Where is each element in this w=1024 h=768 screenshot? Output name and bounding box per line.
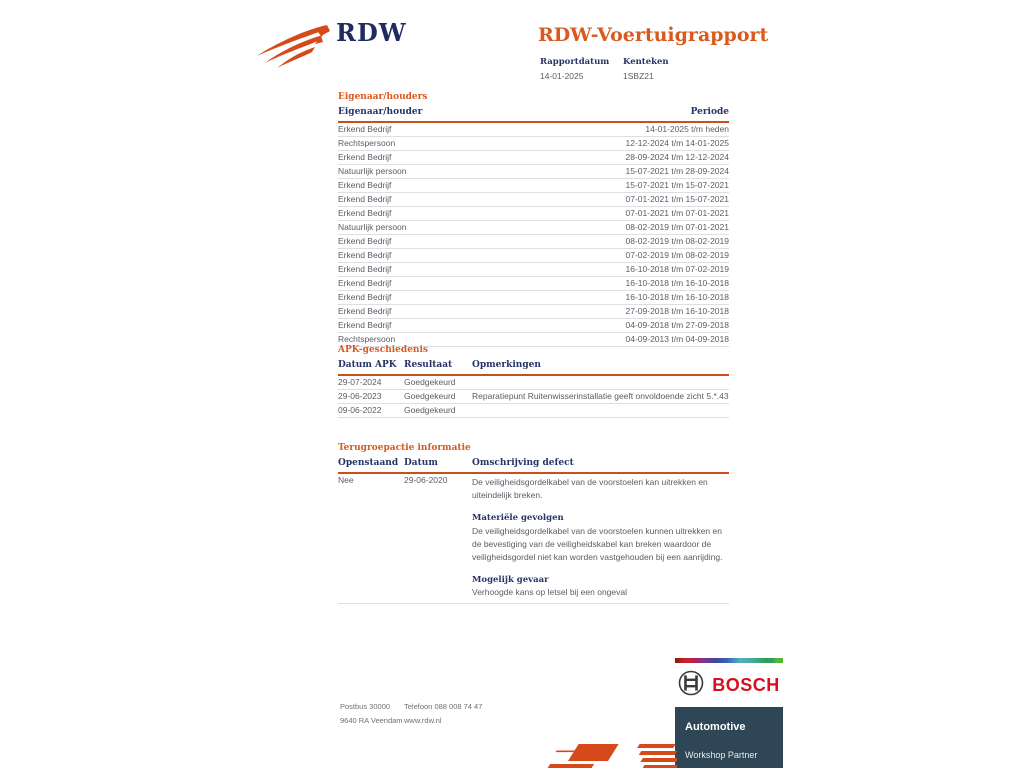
owners-section (338, 92, 729, 347)
page-footer (340, 700, 482, 728)
owner-type: Natuurlijk persoon (338, 165, 534, 179)
report-date-label: Rapportdatum (540, 57, 610, 67)
owner-period: 08-02-2019 t/m 07-01-2021 (534, 221, 730, 235)
report-date-block (540, 57, 623, 81)
owner-type: Erkend Bedrijf (338, 305, 534, 319)
apk-result: Goedgekeurd (404, 390, 472, 404)
table-row (338, 390, 729, 404)
report-meta (540, 57, 706, 81)
recall-defect-cell (472, 473, 729, 603)
recall-section (338, 443, 729, 604)
table-row (338, 122, 729, 137)
apk-date: 29-06-2023 (338, 390, 404, 404)
footer-address-line2: 9640 RA Veendam (340, 716, 403, 725)
recall-section-title: Terugroepactie informatie (338, 443, 471, 453)
owners-col-owner: Eigenaar/houder (338, 106, 534, 122)
apk-date: 09-06-2022 (338, 404, 404, 418)
owner-period: 28-09-2024 t/m 12-12-2024 (534, 151, 730, 165)
owner-type: Erkend Bedrijf (338, 151, 534, 165)
license-plate-value: 1SBZ21 (623, 71, 654, 81)
recall-col-open: Openstaand (338, 457, 404, 473)
owner-type: Erkend Bedrijf (338, 263, 534, 277)
owner-type: Rechtspersoon (338, 137, 534, 151)
apk-col-date: Datum APK (338, 359, 404, 375)
owners-col-period: Periode (534, 106, 730, 122)
bosch-armature-icon (678, 670, 704, 701)
table-row (338, 137, 729, 151)
rdw-wing-logo-icon (257, 22, 331, 72)
table-row (338, 207, 729, 221)
table-row (338, 221, 729, 235)
owner-period: 07-01-2021 t/m 15-07-2021 (534, 193, 730, 207)
apk-col-result: Resultaat (404, 359, 472, 375)
owner-type: Erkend Bedrijf (338, 319, 534, 333)
owner-type: Erkend Bedrijf (338, 249, 534, 263)
apk-result: Goedgekeurd (404, 375, 472, 390)
bosch-division-box (675, 707, 783, 768)
table-row (338, 277, 729, 291)
report-date-value: 14-01-2025 (540, 71, 584, 81)
recall-col-date: Datum (404, 457, 472, 473)
owners-table (338, 106, 729, 347)
owner-type: Erkend Bedrijf (338, 179, 534, 193)
owners-table-body (338, 122, 729, 347)
owner-period: 12-12-2024 t/m 14-01-2025 (534, 137, 730, 151)
table-row (338, 473, 729, 603)
table-row (338, 165, 729, 179)
owner-type: Erkend Bedrijf (338, 277, 534, 291)
page-title: RDW-Voertuigrapport (538, 24, 769, 46)
owner-period: 04-09-2013 t/m 04-09-2018 (534, 333, 730, 347)
apk-result: Goedgekeurd (404, 404, 472, 418)
recall-danger-text: Verhoogde kans op letsel bij een ongeval (472, 587, 628, 597)
owner-type: Rechtspersoon (338, 333, 534, 347)
owner-period: 07-02-2019 t/m 08-02-2019 (534, 249, 730, 263)
footer-contact (404, 700, 482, 728)
apk-section-title: APK-geschiedenis (338, 345, 428, 355)
apk-history-section (338, 345, 729, 418)
apk-table-body (338, 375, 729, 418)
owner-period: 16-10-2018 t/m 16-10-2018 (534, 291, 730, 305)
table-row (338, 179, 729, 193)
apk-table (338, 359, 729, 418)
apk-date: 29-07-2024 (338, 375, 404, 390)
owner-period: 08-02-2019 t/m 08-02-2019 (534, 235, 730, 249)
rdw-speedlines-graphic (543, 737, 677, 768)
recall-danger-title: Mogelijk gevaar (472, 574, 549, 585)
apk-remark (472, 404, 729, 418)
table-row (338, 291, 729, 305)
bosch-brand-name: BOSCH (712, 674, 780, 695)
footer-phone: Telefoon 088 008 74 47 (404, 702, 483, 711)
rdw-wordmark: RDW (336, 18, 407, 47)
apk-remark (472, 375, 729, 390)
recall-date: 29-06-2020 (404, 473, 472, 603)
owner-period: 15-07-2021 t/m 28-09-2024 (534, 165, 730, 179)
table-row (338, 305, 729, 319)
owner-period: 27-09-2018 t/m 16-10-2018 (534, 305, 730, 319)
owner-type: Erkend Bedrijf (338, 235, 534, 249)
table-row (338, 151, 729, 165)
table-row (338, 235, 729, 249)
recall-defect-text: De veiligheidsgordelkabel van de voorstoelen kan uitrekken en uiteindelijk breken. (472, 477, 708, 500)
table-row (338, 249, 729, 263)
license-plate-label: Kenteken (623, 57, 669, 67)
bosch-partner-badge (675, 658, 783, 768)
owner-type: Erkend Bedrijf (338, 122, 534, 137)
owner-period: 04-09-2018 t/m 27-09-2018 (534, 319, 730, 333)
apk-remark: Reparatiepunt Ruitenwisserinstallatie geeft onvoldoende zicht 5.*.43 (472, 390, 729, 404)
license-plate-block (623, 57, 706, 81)
apk-col-remarks: Opmerkingen (472, 359, 729, 375)
owner-type: Erkend Bedrijf (338, 193, 534, 207)
owner-period: 07-01-2021 t/m 07-01-2021 (534, 207, 730, 221)
recall-col-defect: Omschrijving defect (472, 457, 729, 473)
owners-section-title: Eigenaar/houders (338, 92, 428, 102)
table-row (338, 319, 729, 333)
bosch-logo (675, 663, 783, 707)
recall-open: Nee (338, 473, 404, 603)
table-row (338, 263, 729, 277)
recall-consequences-text: De veiligheidsgordelkabel van de voorstoelen kunnen uitrekken en de bevestiging van de veiligheidskabel kan breken waardoor de veiligheidsgordel niet kan worden vastgehouden bij een aanrijding. (472, 525, 723, 562)
owner-type: Erkend Bedrijf (338, 207, 534, 221)
owner-period: 16-10-2018 t/m 16-10-2018 (534, 277, 730, 291)
owner-period: 16-10-2018 t/m 07-02-2019 (534, 263, 730, 277)
owner-type: Natuurlijk persoon (338, 221, 534, 235)
table-row (338, 404, 729, 418)
footer-address-line1: Postbus 30000 (340, 702, 391, 711)
recall-table (338, 457, 729, 604)
owner-period: 15-07-2021 t/m 15-07-2021 (534, 179, 730, 193)
bosch-division-label: Automotive (685, 721, 746, 733)
footer-address (340, 700, 404, 728)
owner-period: 14-01-2025 t/m heden (534, 122, 730, 137)
table-row (338, 193, 729, 207)
bosch-partner-label: Workshop Partner (685, 750, 758, 760)
owner-type: Erkend Bedrijf (338, 291, 534, 305)
table-row (338, 375, 729, 390)
recall-consequences-title: Materiële gevolgen (472, 513, 564, 523)
footer-website[interactable]: www.rdw.nl (404, 716, 442, 725)
